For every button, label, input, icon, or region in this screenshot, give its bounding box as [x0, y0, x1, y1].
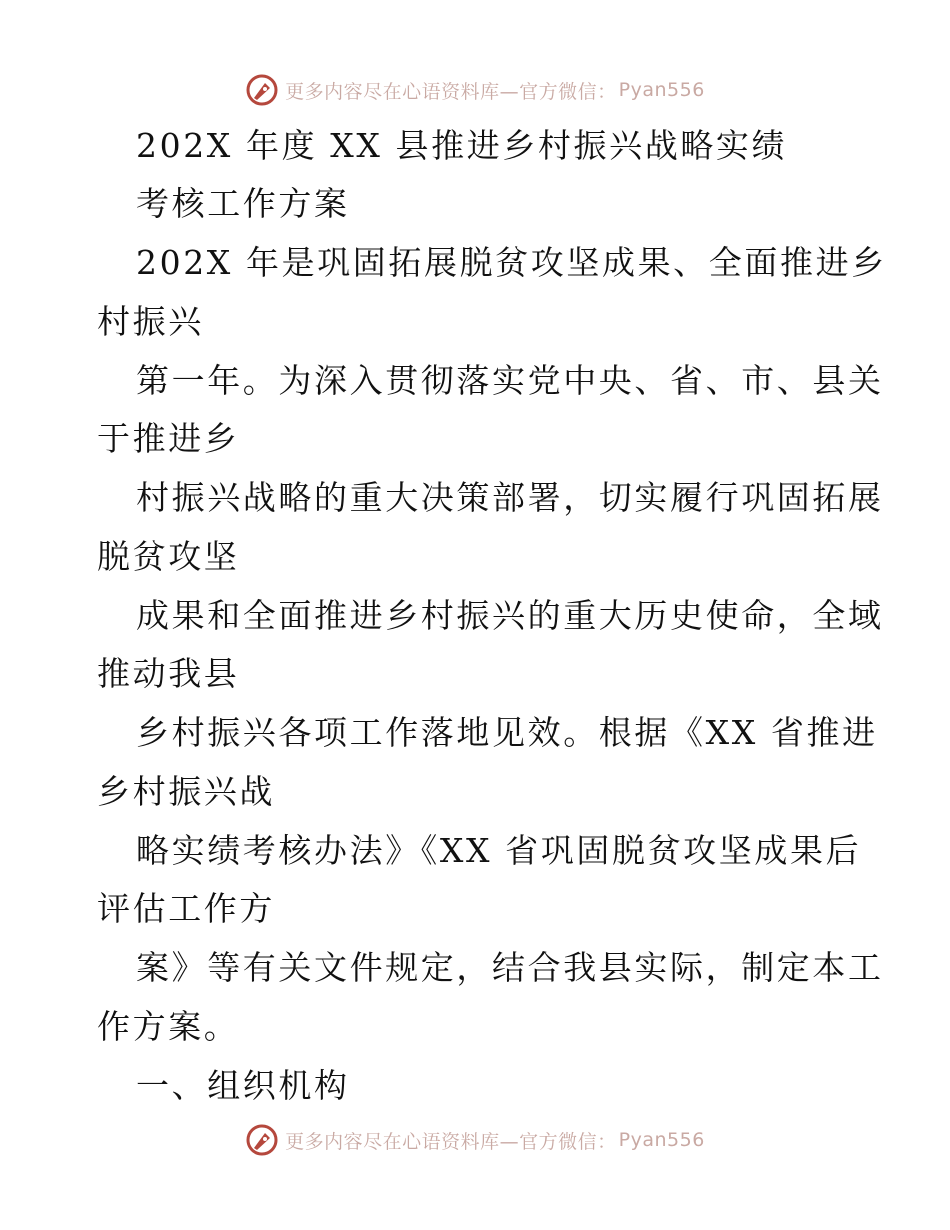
pen-nib-circle-icon: [245, 73, 279, 107]
text-line: 村振兴: [97, 302, 204, 341]
text-line: 于推进乡: [97, 419, 240, 458]
text-line: 案》等有关文件规定，结合我县实际，制定本工: [136, 948, 884, 987]
title-line-2: 考核工作方案: [136, 184, 350, 223]
text-line: 推动我县: [97, 654, 240, 693]
watermark-footer: [0, 1120, 950, 1160]
pen-nib-circle-icon: [245, 1123, 279, 1157]
text-line: 作方案。: [97, 1007, 240, 1046]
section-heading: 一、组织机构: [136, 1066, 350, 1105]
text-line: 202X 年是巩固拓展脱贫攻坚成果、全面推进乡: [136, 243, 887, 282]
watermark-header: [0, 70, 950, 110]
text-line: 成果和全面推进乡村振兴的重大历史使命，全域: [136, 596, 884, 635]
title-line-1: 202X 年度 XX 县推进乡村振兴战略实绩: [136, 126, 788, 165]
text-line: 村振兴战略的重大决策部署，切实履行巩固拓展: [136, 478, 884, 517]
text-line: 乡村振兴各项工作落地见效。根据《XX 省推进: [136, 713, 878, 752]
watermark-wechat-id: Pyan556: [618, 1129, 705, 1151]
text-line: 评估工作方: [97, 889, 275, 928]
watermark-text: 更多内容尽在心语资料库—官方微信：: [285, 1130, 617, 1153]
watermark-text: 更多内容尽在心语资料库—官方微信：: [285, 80, 617, 103]
text-line: 略实绩考核办法》《XX 省巩固脱贫攻坚成果后: [136, 831, 862, 870]
text-line: 脱贫攻坚: [97, 537, 240, 576]
text-line: 乡村振兴战: [97, 772, 275, 811]
text-line: 第一年。为深入贯彻落实党中央、省、市、县关: [136, 361, 884, 400]
watermark-wechat-id: Pyan556: [618, 79, 705, 101]
